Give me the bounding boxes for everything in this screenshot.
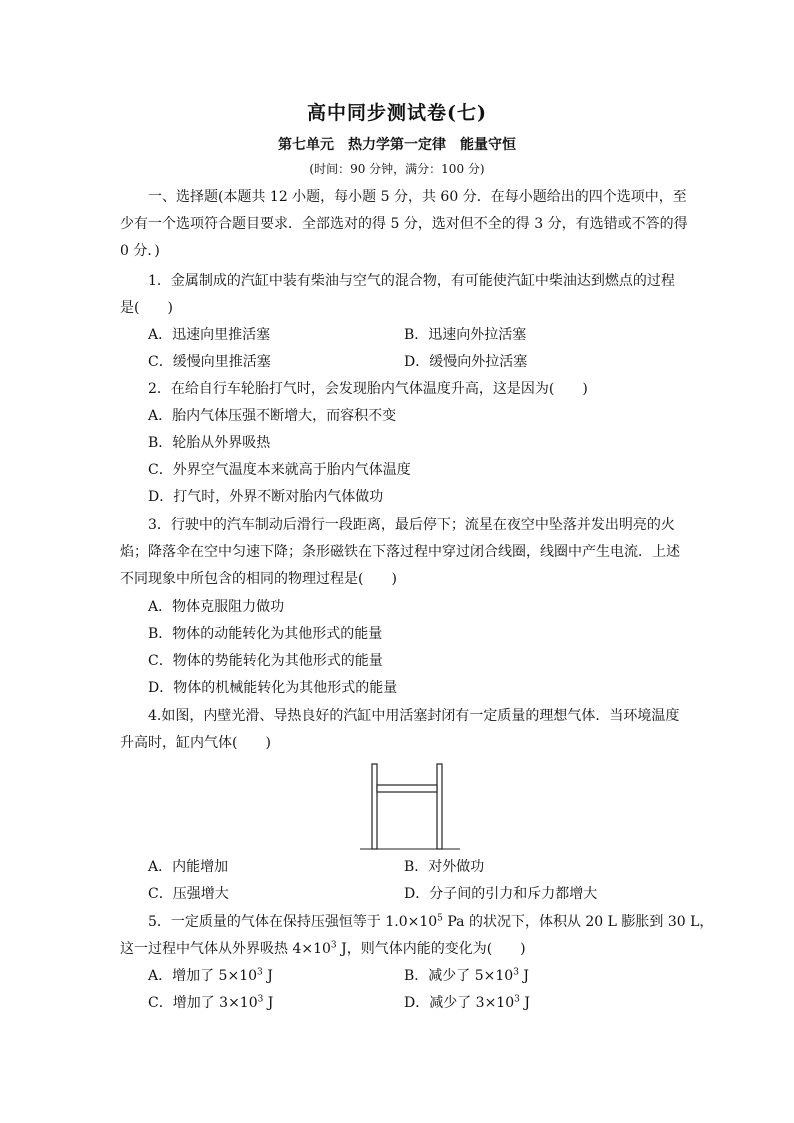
topic-energy-conservation: 能量守恒 xyxy=(460,137,516,153)
q4-option-c: C．压强增大 xyxy=(148,886,229,902)
q5-option-d-text: D．减少了 3×10 xyxy=(404,995,515,1011)
q5-option-c-text: C．增加了 3×10 xyxy=(148,995,258,1011)
q5-option-d-unit: J xyxy=(519,995,530,1011)
q5-stem-line1 xyxy=(148,909,714,936)
q2-option-d: D．打气时，外界不断对胎内气体做功 xyxy=(148,489,384,505)
page-title: 高中同步测试卷(七) xyxy=(307,102,487,124)
q1-option-d: D．缓慢向外拉活塞 xyxy=(404,354,528,370)
q3-stem-line2: 焰；降落伞在空中匀速下降；条形磁铁在下落过程中穿过闭合线圈，线圈中产生电流．上述 xyxy=(120,544,680,560)
q3-option-c: C．物体的势能转化为其他形式的能量 xyxy=(148,653,383,669)
q5-option-d-exponent: 3 xyxy=(514,994,520,1005)
section-instruction-line1: 一、选择题(本题共 12 小题，每小题 5 分，共 60 分．在每小题给出的四个选项中，至 xyxy=(148,189,687,205)
q5-option-b-text: B．减少了 5×10 xyxy=(404,968,514,984)
unit-subtitle xyxy=(0,134,794,154)
q5-option-c xyxy=(148,990,273,1017)
section-instruction-line3: 0 分．) xyxy=(120,243,160,259)
q5-option-c-exponent: 3 xyxy=(257,994,264,1005)
q5-option-c-unit: J xyxy=(263,995,274,1011)
q2-option-b: B．轮胎从外界吸热 xyxy=(148,435,271,451)
unit-label: 第七单元 xyxy=(278,137,334,153)
q5-stem-line2 xyxy=(120,936,680,963)
topic-first-law: 热力学第一定律 xyxy=(348,137,446,153)
q5-option-a-text: A．增加了 5×10 xyxy=(148,968,258,984)
q5-line2-text: 这一过程中气体从外界吸热 4×10 xyxy=(120,941,331,957)
q5-option-b xyxy=(404,963,529,990)
q1-stem-line1: 1．金属制成的汽缸中装有柴油与空气的混合物，有可能使汽缸中柴油达到燃点的过程 xyxy=(148,273,675,289)
q4-option-a: A．内能增加 xyxy=(148,859,229,875)
cylinder-piston-figure xyxy=(360,760,460,852)
q3-option-d: D．物体的机械能转化为其他形式的能量 xyxy=(148,680,398,696)
q5-line1-text: 5．一定质量的气体在保持压强恒等于 1.0×10 xyxy=(148,914,438,930)
q3-stem-line3: 不同现象中所包含的相同的物理过程是( ) xyxy=(120,571,397,587)
q5-line2-text-end: J，则气体内能的变化为( ) xyxy=(336,941,526,957)
q4-option-b: B．对外做功 xyxy=(404,859,485,875)
q4-stem-line1: 4.如图，内壁光滑、导热良好的汽缸中用活塞封闭有一定质量的理想气体．当环境温度 xyxy=(148,708,680,724)
right-cylinder-wall xyxy=(437,764,442,849)
q2-option-a: A．胎内气体压强不断增大，而容积不变 xyxy=(148,408,397,424)
left-cylinder-wall xyxy=(372,764,377,849)
q3-option-b: B．物体的动能转化为其他形式的能量 xyxy=(148,626,383,642)
q1-stem-line2: 是( ) xyxy=(120,300,173,316)
q1-option-c: C．缓慢向里推活塞 xyxy=(148,354,271,370)
q5-line2-exponent: 3 xyxy=(330,940,337,951)
q5-option-b-unit: J xyxy=(518,968,529,984)
q5-option-d xyxy=(404,990,530,1017)
q2-option-c: C．外界空气温度本来就高于胎内气体温度 xyxy=(148,462,411,478)
q3-stem-line1: 3．行驶中的汽车制动后滑行一段距离，最后停下；流星在夜空中坠落并发出明亮的火 xyxy=(148,517,675,533)
q1-option-a: A．迅速向里推活塞 xyxy=(148,327,271,343)
piston xyxy=(377,785,437,792)
q5-line1-exponent: 5 xyxy=(437,913,443,924)
q5-option-a-unit: J xyxy=(262,968,273,984)
q3-option-a: A．物体克服阻力做功 xyxy=(148,599,285,615)
q5-option-a xyxy=(148,963,273,990)
q5-option-a-exponent: 3 xyxy=(257,967,263,978)
q5-option-b-exponent: 3 xyxy=(513,967,519,978)
q4-stem-line2: 升高时，缸内气体( ) xyxy=(120,735,271,751)
q4-option-d: D．分子间的引力和斥力都增大 xyxy=(404,886,598,902)
time-score-info: (时间：90 分钟，满分：100 分) xyxy=(309,162,485,176)
q1-option-b: B．迅速向外拉活塞 xyxy=(404,327,527,343)
q2-stem: 2．在给自行车轮胎打气时，会发现胎内气体温度升高，这是因为( ) xyxy=(148,381,588,397)
section-instruction-line2: 少有一个选项符合题目要求．全部选对的得 5 分，选对但不全的得 3 分，有选错或不答的得 xyxy=(120,216,688,232)
q5-line1-text-end: Pa 的状况下，体积从 20 L 膨胀到 30 L， xyxy=(442,914,714,930)
